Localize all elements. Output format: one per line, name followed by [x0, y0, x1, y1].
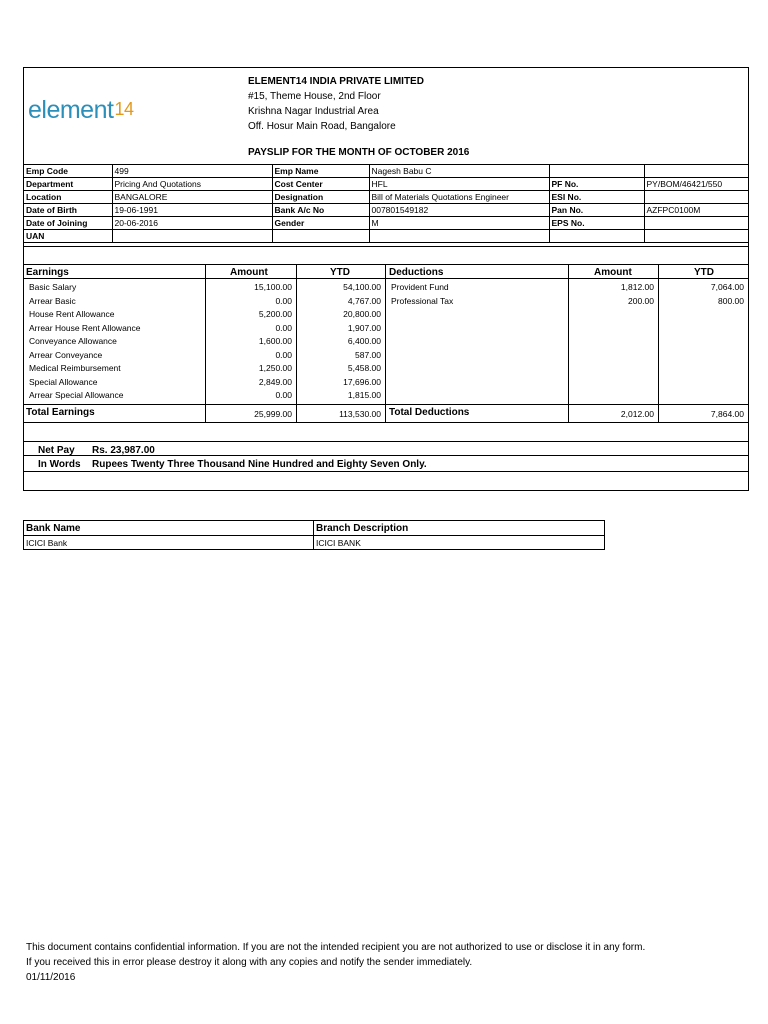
info-label: Emp Name: [272, 165, 369, 178]
divider: [24, 471, 748, 472]
footer-date: 01/11/2016: [26, 972, 76, 983]
total-deductions-ytd: 7,864.00: [710, 409, 744, 419]
earning-amount: 5,200.00: [258, 309, 292, 319]
earnings-deductions-section: [24, 264, 748, 422]
info-label: ESI No.: [549, 191, 644, 204]
info-value: HFL: [369, 178, 549, 191]
earning-name: Arrear Conveyance: [29, 349, 103, 360]
ytd-header: YTD: [330, 267, 350, 278]
info-value: [369, 230, 549, 243]
info-label: UAN: [24, 230, 112, 243]
deduction-amount: 1,812.00: [620, 282, 654, 292]
payslip-frame: [23, 67, 749, 491]
earning-ytd: 4,767.00: [347, 295, 381, 306]
info-label: Cost Center: [272, 178, 369, 191]
deduction-name: Provident Fund: [391, 282, 449, 292]
info-value: [112, 230, 272, 243]
earning-ytd: 20,800.00: [343, 309, 381, 319]
info-label: Date of Birth: [24, 204, 112, 217]
company-logo: element14: [28, 96, 134, 124]
deduction-amount: 200.00: [628, 295, 654, 306]
earning-name: House Rent Allowance: [29, 309, 115, 319]
earning-amount: 1,600.00: [258, 336, 292, 346]
bank-table: [23, 520, 605, 550]
divider: [24, 422, 748, 423]
earning-ytd: 17,696.00: [343, 376, 381, 387]
deduction-name: Professional Tax: [391, 295, 454, 306]
info-label: Designation: [272, 191, 369, 204]
total-earnings-amount: 25,999.00: [254, 409, 292, 419]
divider: [24, 441, 748, 442]
info-value: [644, 191, 748, 204]
branch-description-value: ICICI BANK: [314, 536, 605, 550]
bank-name-header: Bank Name: [24, 521, 314, 536]
earning-ytd: 54,100.00: [343, 282, 381, 292]
info-value: Bill of Materials Quotations Engineer: [369, 191, 549, 204]
info-value: 007801549182: [369, 204, 549, 217]
total-deductions-label: Total Deductions: [389, 407, 470, 418]
address-line-1: #15, Theme House, 2nd Floor: [248, 91, 381, 102]
net-pay-words-value: Rupees Twenty Three Thousand Nine Hundred and Eighty Seven Only.: [92, 459, 427, 470]
info-label: Pan No.: [549, 204, 644, 217]
earning-name: Arrear Special Allowance: [29, 390, 124, 400]
amount-header: Amount: [230, 267, 268, 278]
info-label: Location: [24, 191, 112, 204]
earning-amount: 0.00: [275, 295, 292, 306]
earning-ytd: 1,907.00: [347, 322, 381, 333]
info-value: 20-06-2016: [112, 217, 272, 230]
info-label: PF No.: [549, 178, 644, 191]
info-value: [644, 230, 748, 243]
info-value: Pricing And Quotations: [112, 178, 272, 191]
info-label: Department: [24, 178, 112, 191]
info-row: [24, 230, 748, 243]
total-earnings-ytd: 113,530.00: [339, 409, 381, 419]
earning-name: Medical Reimbursement: [29, 363, 121, 373]
info-value: BANGALORE: [112, 191, 272, 204]
company-name: ELEMENT14 INDIA PRIVATE LIMITED: [248, 76, 424, 87]
employee-info-table: [24, 165, 748, 243]
earning-amount: 0.00: [275, 349, 292, 360]
divider: [24, 455, 748, 456]
earning-name: Basic Salary: [29, 282, 77, 292]
earning-amount: 0.00: [275, 390, 292, 400]
net-pay-value: Rs. 23,987.00: [92, 445, 155, 456]
info-row: [24, 191, 748, 204]
earning-amount: 0.00: [275, 322, 292, 333]
info-value: 19-06-1991: [112, 204, 272, 217]
info-value: Nagesh Babu C: [369, 165, 549, 178]
confidentiality-footer: [26, 940, 645, 985]
company-block: [248, 74, 424, 134]
total-deductions-amount: 2,012.00: [620, 409, 654, 419]
earning-name: Special Allowance: [29, 376, 98, 387]
net-pay-in-words: In Words Rupees Twenty Three Thousand Nine Hundred and Eighty Seven Only.: [38, 459, 427, 470]
address-line-2: Krishna Nagar Industrial Area: [248, 106, 379, 117]
info-value: [644, 165, 748, 178]
info-value: AZFPC0100M: [644, 204, 748, 217]
info-value: PY/BOM/46421/550: [644, 178, 748, 191]
info-row: [24, 204, 748, 217]
info-label: Bank A/c No: [272, 204, 369, 217]
earning-ytd: 5,458.00: [347, 363, 381, 373]
earning-ytd: 1,815.00: [347, 390, 381, 400]
bank-name-value: ICICI Bank: [24, 536, 314, 550]
deductions-header: Deductions: [389, 267, 444, 278]
info-label: EPS No.: [549, 217, 644, 230]
branch-description-header: Branch Description: [314, 521, 605, 536]
payslip-title: PAYSLIP FOR THE MONTH OF OCTOBER 2016: [248, 147, 470, 158]
deduction-ytd: 800.00: [718, 295, 744, 306]
info-label: Date of Joining: [24, 217, 112, 230]
divider: [24, 246, 748, 247]
earnings-header: Earnings: [26, 267, 69, 278]
footer-line-2: If you received this in error please destroy it along with any copies and notify the sender immediately.: [26, 957, 473, 968]
total-earnings-label: Total Earnings: [26, 407, 95, 418]
deduction-ytd: 7,064.00: [710, 282, 744, 292]
earning-name: Arrear Basic: [29, 295, 76, 306]
info-row: [24, 165, 748, 178]
earning-ytd: 6,400.00: [347, 336, 381, 346]
info-label: [549, 230, 644, 243]
info-row: [24, 217, 748, 230]
deduction-ytd-header: YTD: [694, 267, 714, 278]
earning-name: Arrear House Rent Allowance: [29, 322, 141, 333]
info-label: [549, 165, 644, 178]
info-row: [24, 178, 748, 191]
info-value: [644, 217, 748, 230]
info-label: Gender: [272, 217, 369, 230]
earning-ytd: 587.00: [355, 349, 381, 360]
info-value: 499: [112, 165, 272, 178]
earning-amount: 2,849.00: [258, 376, 292, 387]
net-pay: Net Pay Rs. 23,987.00: [38, 445, 155, 456]
info-value: M: [369, 217, 549, 230]
earning-name: Conveyance Allowance: [29, 336, 117, 346]
info-label: Emp Code: [24, 165, 112, 178]
footer-line-1: This document contains confidential information. If you are not the intended recipient you are not authorized to use or disclose it in any form.: [26, 942, 646, 953]
deduction-amount-header: Amount: [594, 267, 632, 278]
earning-amount: 1,250.00: [258, 363, 292, 373]
info-label: [272, 230, 369, 243]
earning-amount: 15,100.00: [254, 282, 292, 292]
address-line-3: Off. Hosur Main Road, Bangalore: [248, 121, 396, 132]
